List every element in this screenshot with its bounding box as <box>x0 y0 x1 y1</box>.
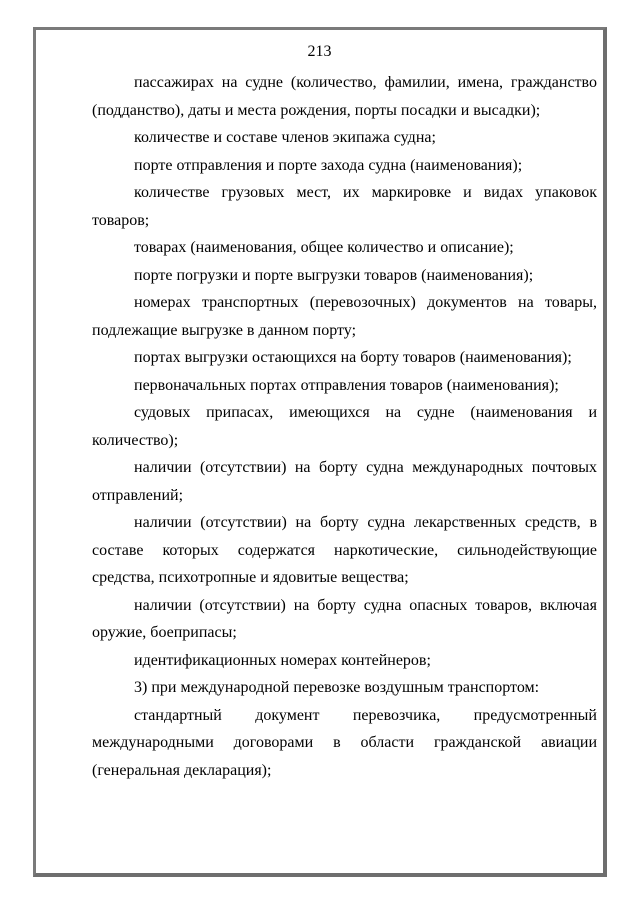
paragraph-loading-unloading-ports: порте погрузки и порте выгрузки товаров (наименования); <box>134 266 534 284</box>
paragraph-dangerous-goods: наличии (отсутствии) на борту судна опасных товаров, включая оружие, боеприпасы; <box>92 596 597 641</box>
paragraph-ports-departure-call: порте отправления и порте захода судна (наименования); <box>134 156 523 174</box>
paragraph-general-declaration: стандартный документ перевозчика, предусмотренный международными договорами в области гражданской авиации (генеральная декларация); <box>92 706 597 779</box>
page-frame <box>33 27 607 877</box>
paragraph-container-numbers: идентификационных номерах контейнеров; <box>134 651 431 669</box>
paragraph-air-transport: 3) при международной перевозке воздушным транспортом: <box>134 679 540 696</box>
paragraph-postal-items: наличии (отсутствии) на борту судна международных почтовых отправлений; <box>92 459 597 504</box>
paragraph-unloading-ports-remaining: портах выгрузки остающихся на борту товаров (наименования); <box>134 349 572 366</box>
paragraph-crew: количестве и составе членов экипажа судна; <box>134 129 436 146</box>
paragraph-ship-stores: судовых припасах, имеющихся на судне (наименования и количество); <box>92 404 597 449</box>
page-number: 213 <box>307 43 332 60</box>
paragraph-transport-documents: номерах транспортных (перевозочных) документов на товары, подлежащие выгрузке в данном порту; <box>92 294 597 339</box>
paragraph-medicines: наличии (отсутствии) на борту судна лекарственных средств, в составе которых содержатся наркотические, сильнодействующие средства, психотропные и ядовитые вещества; <box>92 514 597 586</box>
paragraph-goods: товарах (наименования, общее количество и описание); <box>134 239 514 256</box>
paragraph-cargo-places: количестве грузовых мест, их маркировке и видах упаковок товаров; <box>92 184 597 229</box>
paragraph-passengers: пассажирах на судне (количество, фамилии, имена, гражданство (подданство), даты и места рождения, порты посадки и высадки); <box>92 74 597 119</box>
document-body <box>92 69 597 784</box>
paragraph-original-ports: первоначальных портах отправления товаров (наименования); <box>134 376 559 394</box>
